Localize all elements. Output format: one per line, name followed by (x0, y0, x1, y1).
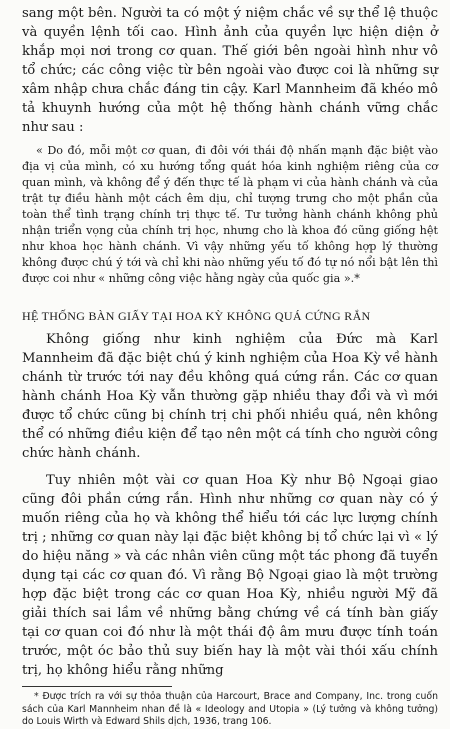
section-heading: HỆ THỐNG BÀN GIẤY TẠI HOA KỲ KHÔNG QUÁ CỨNG RẮN (22, 309, 371, 323)
footnote-rule (22, 686, 172, 687)
body-paragraph-2: Tuy nhiên một vài cơ quan Hoa Kỳ như Bộ Ngoại giao cũng đôi phần cứng rắn. Hình như những cơ quan này có ý muốn riêng của họ và không thể hiểu tới các lực lượng chính trị ; những cơ quan này lại đặc biệt không bị tổ chức lại vì « lý do hiệu năng » và các nhân viên cũng một tác phong đã tuyển dụng tại các cơ quan đó. Vì rằng Bộ Ngoại giao là một trường hợp đặc biệt trong các cơ quan Hoa Kỳ, nhiều người Mỹ đã giải thích sai lầm về những bằng chứng về cá tính bàn giấy tại cơ quan coi đó như là một thái độ âm mưu được tính toán trước, một óc bảo thủ suy biến hay là một vài thói xấu chính trị, họ không hiểu rằng những (22, 473, 438, 678)
book-page (22, 4, 438, 729)
footnote: * Được trích ra với sự thỏa thuận của Harcourt, Brace and Company, Inc. trong cuốn sách của Karl Mannheim nhan đề là « Ideology and Utopia » (Lý tưởng và không tưởng) do Louis Wirth và Edward Shils dịch, 1936, trang 106. (22, 691, 438, 727)
paragraph-gap (22, 463, 438, 471)
intro-paragraph: sang một bên. Người ta có một ý niệm chắc về sự thể lệ thuộc và quyền lệnh tối cao. Hình ảnh của quyền lực hiện diện ở khắp mọi nơi trong cơ quan. Thế giới bên ngoài hình như vô tổ chức; các công việc từ bên ngoài vào được coi là những sự xâm nhập chưa chắc đáng tin cậy. Karl Mannheim đã khéo mô tả khuynh hướng của một hệ thống hành chánh vững chắc như sau : (22, 6, 438, 135)
body-paragraph-1: Không giống như kinh nghiệm của Đức mà Karl Mannheim đã đặc biệt chú ý kinh nghiệm của Hoa Kỳ về hành chánh từ trước tới nay đều không quá cứng rắn. Các cơ quan hành chánh Hoa Kỳ vẫn thường gặp nhiều thay đổi và vì mới được tổ chức cũng bị chính trị chi phối nhiều quá, nên không thể có những điều kiện để tạo nên một cá tính cho người công chức hành chánh. (22, 332, 438, 461)
block-quote: « Do đó, mỗi một cơ quan, đi đôi với thái độ nhấn mạnh đặc biệt vào địa vị của mình, có xu hướng tổng quát hóa kinh nghiệm riêng của cơ quan mình, và không để ý đến thực tế là phạm vi của hành chánh và của trật tự điều hành một cách êm dịu, chỉ tượng trưng cho một phần của toàn thể tình trạng chính trị thực tế. Tư tưởng hành chánh không phủ nhận triển vọng của chính trị học, nhưng cho là khoa đó cũng giống hệt như khoa học hành chánh. Vì vậy những yếu tố không hợp lý thường không được chú ý tới và chỉ khi nào những yếu tố đó tự nó nổi bật lên thì được coi như « những công việc hằng ngày của quốc gia ».* (22, 144, 438, 285)
